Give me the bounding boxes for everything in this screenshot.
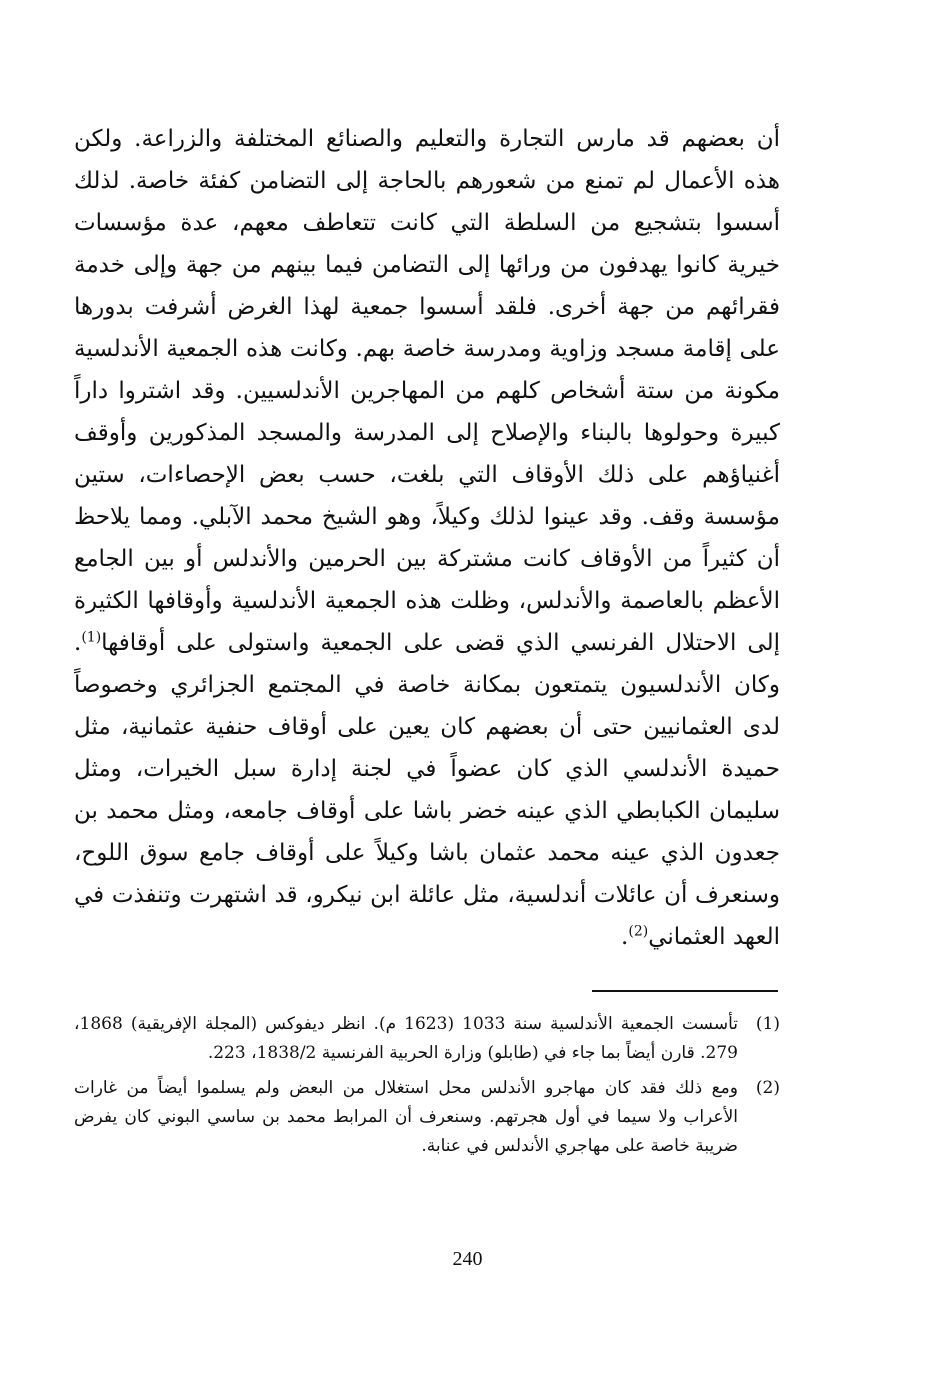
footnote-text: ومع ذلك فقد كان مهاجرو الأندلس محل استغلال من البعض ولم يسلموا أيضاً من غارات الأعراب ولا سيما في أول هجرتهم. وسنعرف أن المرابط محمد بن ساسي البوني كان يفرض ضريبة خاصة على مهاجري الأندلس في عنابة. [74, 1078, 738, 1156]
paragraph [74, 118, 780, 958]
footnote-divider [592, 990, 778, 992]
paragraph-text-part-3: . [621, 924, 629, 950]
footnote-number: (1) [755, 1014, 780, 1034]
main-text [74, 118, 780, 958]
footnote-2 [74, 1074, 780, 1161]
paragraph-text-part-1: أن بعضهم قد مارس التجارة والتعليم والصنائع المختلفة والزراعة. ولكن هذه الأعمال لم تمنع من شعورهم بالحاجة إلى التضامن كفئة خاصة. لذلك أسسوا بتشجيع من السلطة التي كانت تتعاطف معهم، عدة مؤسسات خيرية كانوا يهدفون من ورائها إلى التضامن فيما بينهم من جهة وإلى خدمة فقرائهم من جهة أخرى. فلقد أسسوا جمعية لهذا الغرض أشرفت بدورها على إقامة مسجد وزاوية ومدرسة خاصة بهم. وكانت هذه الجمعية الأندلسية مكونة من ستة أشخاص كلهم من المهاجرين الأندلسيين. وقد اشتروا داراً كبيرة وحولوها بالبناء والإصلاح إلى المدرسة والمسجد المذكورين وأوقف أغنياؤهم على ذلك الأوقاف التي بلغت، حسب بعض الإحصاءات، ستين مؤسسة وقف. وقد عينوا لذلك وكيلاً، وهو الشيخ محمد الآبلي. ومما يلاحظ أن كثيراً من الأوقاف كانت مشتركة بين الحرمين والأندلس أو بين الجامع الأعظم بالعاصمة والأندلس، وظلت هذه الجمعية الأندلسية وأوقافها الكثيرة إلى الاحتلال الفرنسي الذي قضى على الجمعية واستولى على أوقافها [74, 126, 780, 656]
footnote-text: تأسست الجمعية الأندلسية سنة 1033 (1623 م). انظر ديفوكس (المجلة الإفريقية) 1868، 279. قارن أيضاً بما جاء في (طابلو) وزارة الحربية الفرنسية 1838/2، 223. [74, 1014, 738, 1063]
page-number: 240 [452, 1248, 483, 1270]
footnote-1 [74, 1010, 780, 1068]
footnote-reference-1[interactable]: (1) [81, 629, 102, 646]
footnote-number: (2) [755, 1078, 780, 1098]
footnote-reference-2[interactable]: (2) [628, 923, 649, 940]
paragraph-text-part-2: . وكان الأندلسيون يتمتعون بمكانة خاصة في المجتمع الجزائري وخصوصاً لدى العثمانيين حتى أن بعضهم كان يعين على أوقاف حنفية عثمانية، مثل حميدة الأندلسي الذي كان عضواً في لجنة إدارة سبل الخيرات، ومثل سليمان الكبابطي الذي عينه خضر باشا على أوقاف جامعه، ومثل محمد بن جعدون الذي عينه محمد عثمان باشا وكيلاً على أوقاف جامع سوق اللوح، وسنعرف أن عائلات أندلسية، مثل عائلة ابن نيكرو، قد اشتهرت وتنفذت في العهد العثماني [74, 630, 780, 950]
footnotes [74, 1010, 780, 1167]
